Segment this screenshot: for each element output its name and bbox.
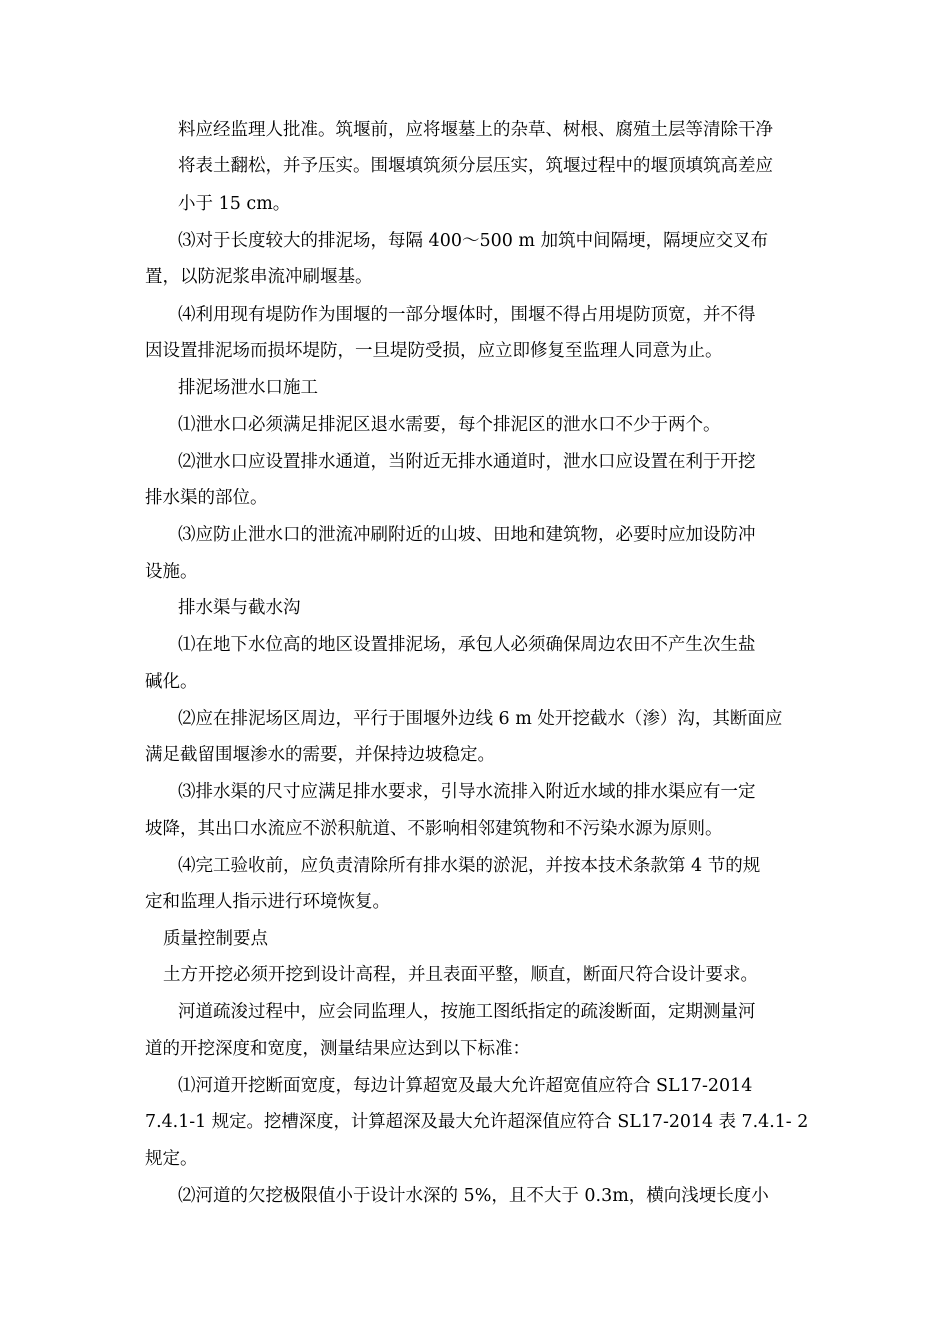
text-line: ⑶应防止泄水口的泄流冲刷附近的山坡、田地和建筑物，必要时应加设防冲: [178, 525, 756, 545]
section-heading: 排水渠与截水沟: [178, 598, 301, 618]
text-line: 坡降，其出口水流应不淤积航道、不影响相邻建筑物和不污染水源为原则。: [145, 819, 723, 839]
text-line: ⑵泄水口应设置排水通道，当附近无排水通道时，泄水口应设置在利于开挖: [178, 452, 756, 472]
text-line: 碱化。: [145, 672, 198, 692]
text-line: 料应经监理人批准。筑堰前，应将堰墓上的杂草、树根、腐殖土层等清除干净: [178, 120, 773, 140]
text-line: 河道疏浚过程中，应会同监理人，按施工图纸指定的疏浚断面，定期测量河: [178, 1002, 756, 1022]
text-line: 排水渠的部位。: [145, 488, 268, 508]
text-line: 小于 15 cm。: [178, 194, 291, 214]
text-line: 定和监理人指示进行环境恢复。: [145, 892, 390, 912]
text-line: 7.4.1-1 规定。挖槽深度，计算超深及最大允许超深值应符合 SL17-2014 表 7.4.1- 2: [145, 1112, 809, 1132]
text-line: ⑶排水渠的尺寸应满足排水要求，引导水流排入附近水域的排水渠应有一定: [178, 782, 756, 802]
text-line: ⑴在地下水位高的地区设置排泥场，承包人必须确保周边农田不产生次生盐: [178, 635, 756, 655]
text-line: ⑴泄水口必须满足排泥区退水需要，每个排泥区的泄水口不少于两个。: [178, 415, 721, 435]
text-line: 设施。: [145, 562, 198, 582]
text-line: 规定。: [145, 1149, 198, 1169]
text-line: ⑶对于长度较大的排泥场，每隔 400～500 m 加筑中间隔埂，隔埂应交叉布: [178, 231, 769, 251]
text-line: ⑵应在排泥场区周边，平行于围堰外边线 6 m 处开挖截水（渗）沟，其断面应: [178, 709, 783, 729]
section-heading: 质量控制要点: [163, 929, 268, 949]
text-line: ⑷完工验收前，应负责清除所有排水渠的淤泥，并按本技术条款第 4 节的规: [178, 856, 761, 876]
text-line: 土方开挖必须开挖到设计高程，并且表面平整，顺直，断面尺符合设计要求。: [163, 965, 758, 985]
section-heading: 排泥场泄水口施工: [178, 378, 318, 398]
text-line: ⑷利用现有堤防作为围堰的一部分堰体时，围堰不得占用堤防顶宽，并不得: [178, 305, 756, 325]
text-line: 将表土翻松，并予压实。围堰填筑须分层压实，筑堰过程中的堰顶填筑高差应: [178, 156, 773, 176]
text-line: 满足截留围堰渗水的需要，并保持边坡稳定。: [145, 745, 495, 765]
text-line: 因设置排泥场而损坏堤防，一旦堤防受损，应立即修复至监理人同意为止。: [145, 341, 723, 361]
text-line: 道的开挖深度和宽度，测量结果应达到以下标准：: [145, 1039, 530, 1059]
text-line: 置，以防泥浆串流冲刷堰基。: [145, 267, 373, 287]
text-line: ⑵河道的欠挖极限值小于设计水深的 5%，且不大于 0.3m，横向浅埂长度小: [178, 1186, 769, 1206]
text-line: ⑴河道开挖断面宽度，每边计算超宽及最大允许超宽值应符合 SL17-2014: [178, 1076, 753, 1096]
